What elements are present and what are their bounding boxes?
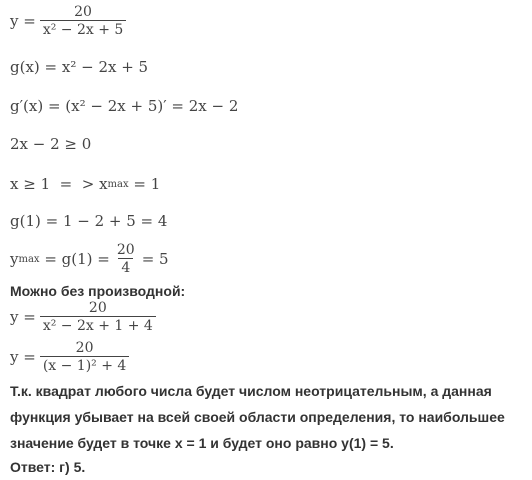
eq5-text-b: = 1 [128,175,161,193]
eq9-denominator: (x − 1)² + 4 [40,356,130,374]
eq4-text: 2x − 2 ≥ 0 [10,135,92,153]
equation-g-derivative [10,97,238,115]
eq6-text: g(1) = 1 − 2 + 5 = 4 [10,212,168,230]
section-heading [10,280,185,302]
answer-value: 5 [73,459,82,475]
para-line-3-b: 1 [198,435,207,451]
eq7-subscript: max [18,253,40,265]
eq7-text-c: = 5 [141,250,169,268]
explanation-line-2 [10,406,505,428]
eq7-denominator: 4 [118,258,133,276]
eq1-numerator: 20 [74,4,92,20]
eq8-fraction [40,300,156,334]
eq5-subscript: max [107,178,129,190]
eq8-lhs: y = [10,308,36,326]
eq1-denominator: x² − 2x + 5 [40,20,126,38]
heading-text: Можно без производной: [10,283,186,299]
answer-line [10,456,85,478]
equation-y-fraction-2 [10,300,160,334]
equation-g1 [10,212,167,230]
eq7-numerator: 20 [116,242,135,258]
eq9-fraction [40,340,130,374]
eq9-lhs: y = [10,348,36,366]
para-line-3-a: значение будет в точке x = [10,435,199,451]
para-line-3-c: и будет оно равно y(1) = [206,435,383,451]
eq9-numerator: 20 [75,340,94,356]
eq8-denominator: x² − 2x + 1 + 4 [40,316,156,334]
eq5-text-a: x ≥ 1 = > x [10,175,108,193]
para-line-3-e: . [389,435,394,451]
para-line-1: Т.к. квадрат любого числа будет числом неотрицательным, а данная [10,383,492,399]
eq2-text: g(x) = x² − 2x + 5 [10,58,149,76]
answer-period: . [81,459,86,475]
eq7-text-a: y [10,250,19,268]
equation-ymax [10,242,169,276]
equation-inequality [10,135,91,153]
equation-g-definition [10,58,148,76]
explanation-line-3 [10,432,394,454]
para-line-3-d: 5 [382,435,390,451]
eq3-text: g′(x) = (x² − 2x + 5)′ = 2x − 2 [10,97,239,115]
eq1-lhs: y = [10,12,36,30]
equation-y-fraction [10,4,130,38]
eq7-fraction [114,242,138,276]
eq8-numerator: 20 [88,300,107,316]
answer-label: Ответ: г) [10,459,74,475]
eq1-fraction [40,4,126,38]
equation-xmax [10,175,160,193]
para-line-2: функция убывает на всей своей области определения, то наибольшее [10,409,505,425]
explanation-line-1 [10,380,492,402]
equation-y-fraction-3 [10,340,133,374]
eq7-text-b: = g(1) = [39,250,110,268]
